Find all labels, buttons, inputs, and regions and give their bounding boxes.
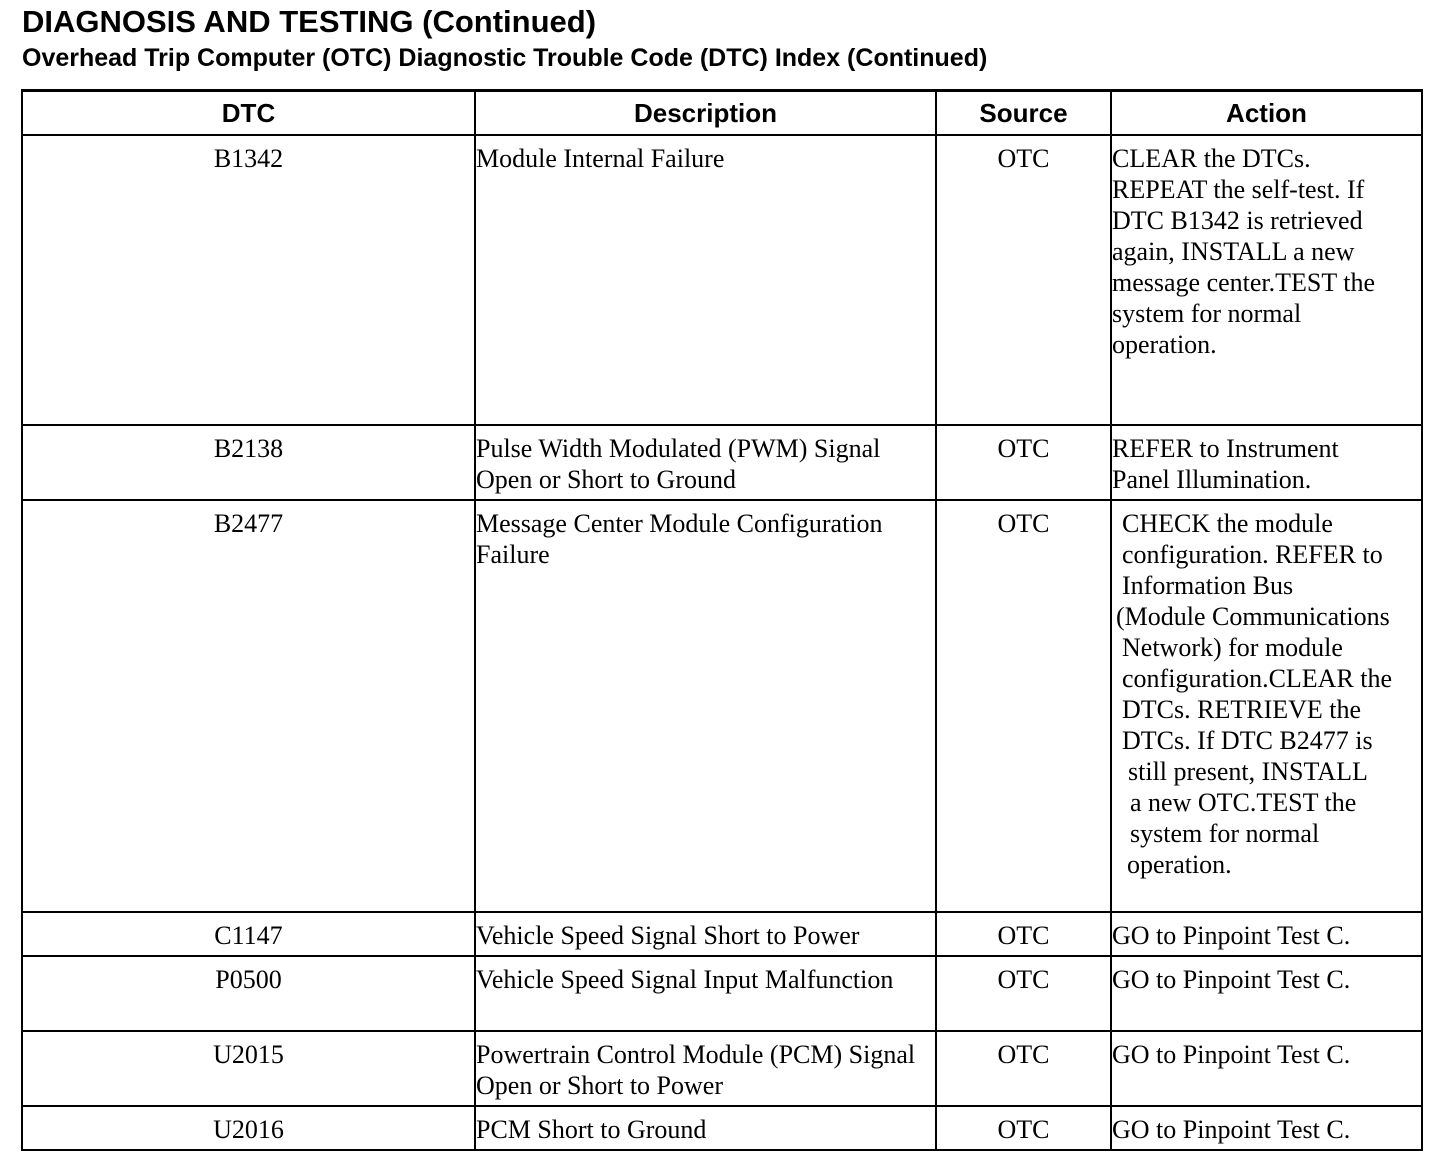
action-line: a new OTC.TEST the xyxy=(1130,788,1357,817)
cell-dtc: B2477 xyxy=(22,500,475,912)
header-action: Action xyxy=(1111,91,1422,136)
cell-dtc: U2016 xyxy=(22,1106,475,1150)
action-line: system for normal xyxy=(1112,299,1302,328)
cell-source: OTC xyxy=(936,912,1111,956)
cell-source: OTC xyxy=(936,1031,1111,1106)
action-line: GO to Pinpoint Test C. xyxy=(1112,965,1351,994)
action-line: REFER to Instrument xyxy=(1112,434,1339,463)
table-row xyxy=(22,135,1422,425)
page-title: DIAGNOSIS AND TESTING (Continued) xyxy=(22,4,597,39)
action-line: operation. xyxy=(1112,330,1217,359)
cell-description: Message Center Module Configuration Failure xyxy=(475,500,936,912)
table-row xyxy=(22,912,1422,956)
cell-dtc: U2015 xyxy=(22,1031,475,1106)
table-body xyxy=(22,135,1422,1150)
cell-action xyxy=(1111,135,1422,425)
table-header-row xyxy=(22,91,1422,136)
action-line: DTC B1342 is retrieved xyxy=(1112,206,1363,235)
action-line: GO to Pinpoint Test C. xyxy=(1112,1040,1351,1069)
action-line: DTCs. RETRIEVE the xyxy=(1122,695,1362,724)
table-row xyxy=(22,500,1422,912)
action-line: REPEAT the self-test. If xyxy=(1112,175,1365,204)
action-line: configuration. REFER to xyxy=(1122,540,1383,569)
dtc-index-table xyxy=(21,89,1423,1151)
action-line: configuration.CLEAR the xyxy=(1122,664,1393,693)
table-row xyxy=(22,425,1422,500)
action-line: CHECK the module xyxy=(1122,509,1333,538)
cell-description: Pulse Width Modulated (PWM) Signal Open or Short to Ground xyxy=(475,425,936,500)
cell-description: PCM Short to Ground xyxy=(475,1106,936,1150)
header-description: Description xyxy=(475,91,936,136)
cell-description: Powertrain Control Module (PCM) Signal Open or Short to Power xyxy=(475,1031,936,1106)
action-line: GO to Pinpoint Test C. xyxy=(1112,921,1351,950)
action-line: operation. xyxy=(1127,850,1232,879)
cell-dtc: C1147 xyxy=(22,912,475,956)
table-row xyxy=(22,1031,1422,1106)
cell-source: OTC xyxy=(936,1106,1111,1150)
cell-action xyxy=(1111,1031,1422,1106)
page-subtitle: Overhead Trip Computer (OTC) Diagnostic Trouble Code (DTC) Index (Continued) xyxy=(22,44,988,72)
cell-source: OTC xyxy=(936,135,1111,425)
action-line: Network) for module xyxy=(1122,633,1343,662)
action-line: (Module Communications xyxy=(1116,602,1390,631)
table-row xyxy=(22,956,1422,1031)
table-row xyxy=(22,1106,1422,1150)
action-line: Panel Illumination. xyxy=(1112,465,1312,494)
cell-action xyxy=(1111,956,1422,1031)
action-line: DTCs. If DTC B2477 is xyxy=(1122,726,1373,755)
cell-dtc: P0500 xyxy=(22,956,475,1031)
cell-description: Module Internal Failure xyxy=(475,135,936,425)
action-line: CLEAR the DTCs. xyxy=(1112,144,1311,173)
cell-source: OTC xyxy=(936,956,1111,1031)
cell-action xyxy=(1111,1106,1422,1150)
cell-source: OTC xyxy=(936,500,1111,912)
cell-action xyxy=(1111,912,1422,956)
cell-dtc: B1342 xyxy=(22,135,475,425)
header-source: Source xyxy=(936,91,1111,136)
header-dtc: DTC xyxy=(22,91,475,136)
cell-source: OTC xyxy=(936,425,1111,500)
cell-description: Vehicle Speed Signal Input Malfunction xyxy=(475,956,936,1031)
cell-dtc: B2138 xyxy=(22,425,475,500)
action-line: message center.TEST the xyxy=(1112,268,1376,297)
action-line: again, INSTALL a new xyxy=(1112,237,1355,266)
action-line: still present, INSTALL xyxy=(1128,757,1368,786)
action-line: GO to Pinpoint Test C. xyxy=(1112,1115,1351,1144)
cell-action xyxy=(1111,500,1422,912)
action-line: Information Bus xyxy=(1122,571,1294,600)
cell-action xyxy=(1111,425,1422,500)
action-line: system for normal xyxy=(1130,819,1320,848)
cell-description: Vehicle Speed Signal Short to Power xyxy=(475,912,936,956)
